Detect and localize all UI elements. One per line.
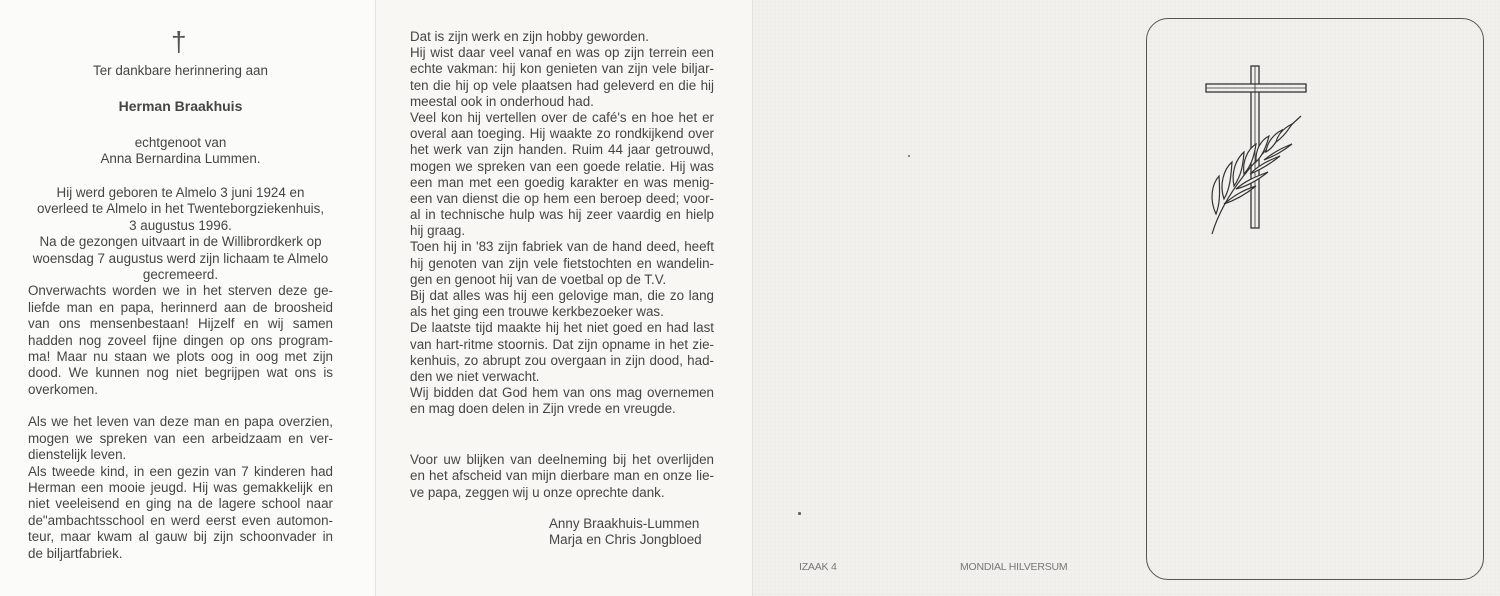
text-line: al in technische hulp was hij zeer vaardig en hielp — [410, 207, 714, 223]
printer-label: MONDIAL HILVERSUM — [960, 561, 1068, 573]
text-line: Herman een mooie jeugd. Hij was gemakkelijk en — [28, 480, 333, 496]
text-line: als het ging een trouwe kerkbezoeker was. — [410, 304, 664, 320]
text-line: een man met een goedig karakter en was menig- — [410, 174, 714, 190]
text-line: gecremeerd. — [142, 266, 219, 282]
thanks-text — [410, 452, 714, 501]
text-line: van hart-ritme stoornis. Dat zijn opname in het zie- — [410, 336, 714, 352]
text-line: overleed te Almelo in het Twenteborgziekenhuis, — [36, 201, 325, 217]
text-line: Als tweede kind, in een gezin van 7 kinderen had — [28, 463, 333, 479]
text-line: Dat is zijn werk en zijn hobby geworden. — [410, 29, 649, 44]
signatures — [549, 516, 702, 549]
text-line: van ons mensenbestaan! Hijzelf en wij samen — [28, 316, 333, 332]
text-line: het werk van zijn handen. Ruim 44 jaar getrouwd, — [410, 142, 714, 158]
front-cover-frame — [1146, 18, 1484, 580]
text-line: overal aan toeging. Hij waakte zo rondkijkend over — [410, 126, 714, 142]
text-line: mogen we spreken van een goede relatie. Hij was — [410, 158, 714, 174]
text-line: Voor uw blijken van deelneming bij het overlijden — [410, 452, 714, 467]
text-line: liefde man en papa, herinnerd aan de broosheid — [28, 299, 333, 315]
text-line: en het afscheid van mijn dierbare man en onze lie- — [410, 468, 714, 484]
text-line: Hij wist daar veel vanaf en was op zijn terrein een — [410, 45, 714, 61]
deceased-name: Herman Braakhuis — [118, 98, 243, 114]
text-line: mogen we spreken van een arbeidzaam en ver- — [28, 430, 333, 446]
biography-text — [28, 283, 333, 562]
text-line: en mag doen delen in Zijn vrede en vreugde. — [410, 401, 676, 417]
paper-speck — [798, 512, 801, 515]
text-line: woensdag 7 augustus werd zijn lichaam te Almelo — [32, 250, 329, 266]
signature-line: Marja en Chris Jongbloed — [549, 532, 702, 548]
text-line: niet veeleisend en ging na de lagere school naar — [28, 496, 333, 512]
text-line: echte vakman: hij kon genieten van zijn vele biljar- — [410, 61, 714, 77]
text-line: Na de gezongen uitvaart in de Willibrordkerk op — [39, 234, 322, 250]
text-line: hadden nog zoveel fijne dingen op ons program- — [28, 332, 333, 348]
text-line: een van dienst die op hem een beroep deed; voor- — [410, 190, 714, 206]
text-line: hij graag. — [410, 223, 466, 239]
card-inner-right-page — [375, 0, 753, 596]
text-line: ma! Maar nu staan we plots oog in oog met zijn — [28, 348, 333, 364]
text-line: Als we het leven van deze man en papa overzien, — [28, 414, 333, 430]
text-line: dienstelijk leven. — [28, 447, 127, 463]
card-inner-left-page — [0, 0, 375, 596]
birth-death-details — [28, 185, 333, 283]
spouse-line: echtgenoot van — [134, 135, 227, 150]
text-line: meestal ook in onderhoud had. — [410, 93, 594, 109]
signature-line: Anny Braakhuis-Lummen — [549, 516, 700, 531]
text-line: teur, maar kwam al gauw bij zijn schoonvader in — [28, 529, 333, 545]
paragraph-gap — [28, 398, 333, 414]
spouse-info — [28, 135, 333, 168]
text-line: 3 augustus 1996. — [129, 217, 232, 233]
text-line: gen en genoot hij van de voetbal op de T.V. — [410, 271, 667, 287]
spouse-line: Anna Bernardina Lummen. — [100, 151, 261, 167]
text-line: de"ambachtsschool en werd eerst even automon- — [28, 512, 333, 528]
text-line: hij genoten van zijn vele fietstochten en wandelin- — [410, 255, 714, 271]
text-line: Wij bidden dat God hem van ons mag overnemen — [410, 385, 714, 401]
text-line: Toen hij in '83 zijn fabriek van de hand deed, heeft — [410, 239, 714, 255]
text-line: Bij dat alles was hij een gelovige man, die zo lang — [410, 288, 714, 303]
intro-text: Ter dankbare herinnering aan — [93, 63, 268, 78]
cross-icon: † — [171, 26, 187, 57]
text-line: ve papa, zeggen wij u onze oprechte dank. — [410, 484, 665, 500]
paper-speck — [908, 155, 910, 157]
text-line: Hij werd geboren te Almelo 3 juni 1924 en — [56, 185, 305, 200]
text-line: den we niet verwacht. — [410, 368, 540, 384]
cross-with-palm-branch-icon — [1204, 64, 1314, 239]
text-line: kenhuis, zo abrupt zou overgaan in zijn dood, had- — [410, 352, 714, 368]
life-story-text — [410, 29, 714, 418]
card-model-label: IZAAK 4 — [799, 561, 837, 573]
text-line: de biljartfabriek. — [28, 545, 123, 561]
text-line: ten die hij op vele plaatsen had geleverd en die hij — [410, 77, 714, 93]
biography — [28, 185, 333, 562]
text-line: Veel kon hij vertellen over de café's en hoe het er — [410, 109, 714, 125]
text-line: De laatste tijd maakte hij het niet goed en had last — [410, 320, 714, 336]
text-line: dood. We kunnen nog niet begrijpen wat ons is — [28, 365, 333, 381]
text-line: Onverwachts worden we in het sterven deze ge- — [28, 283, 333, 299]
text-line: overkomen. — [28, 381, 98, 397]
